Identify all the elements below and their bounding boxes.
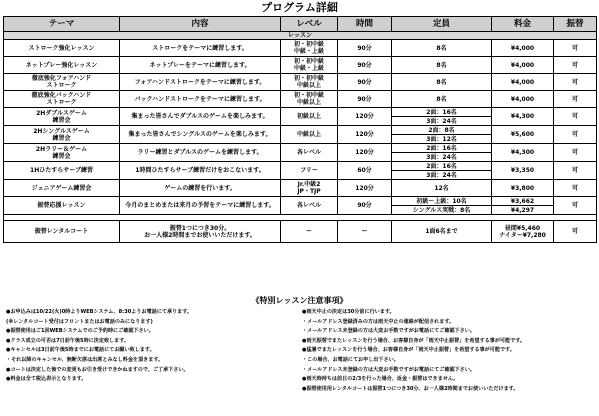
header-transfer: 振替	[554, 17, 597, 32]
row-content: ゲームの練習を行います。	[120, 180, 281, 197]
rental-theme: 振替レンタルコート	[4, 221, 120, 243]
row-transfer: 可	[554, 91, 597, 108]
table-row	[4, 74, 597, 91]
note-line: ●雨天時持ちは前日の2/3を行った場合、返金・振替はできません。	[302, 376, 459, 383]
note-line: ●振替使用はご1回WEBシステムでのご予約時にご確認下さい。	[6, 328, 154, 335]
note-line: ●振替使用用レンタルコートは振替1つにつき30分、お一人様2時間までお使いいただけます。	[302, 385, 519, 392]
row-time: 120分	[338, 108, 392, 126]
row-capacity: 2面：16名	[392, 108, 492, 117]
row-content: フォアハンドストロークをテーマに練習します。	[120, 74, 281, 91]
row-fee: ¥4,000	[492, 91, 554, 108]
note-line: ・それ以降のキャンセル、無断欠席は出席とみなし料金を頂きます。	[6, 356, 164, 363]
note-line: ●コートは決定した後での変更もお引き受けできかねますので、ご了承下さい。	[6, 366, 189, 373]
row-capacity: 3面：24名	[392, 153, 492, 162]
row-fee: ¥3,662	[492, 197, 554, 206]
row-fee: ¥4,000	[492, 40, 554, 57]
rental-fee: 昼間¥5,460 ナイター¥7,280	[492, 221, 554, 243]
row-content: 集まった皆さんでダブルスのゲームを楽しみます。	[120, 108, 281, 126]
note-line: ・メールアドレス未登録の方は大変お手数ですがお電話にてご確認下さい。	[302, 328, 475, 335]
row-fee: ¥3,350	[492, 162, 554, 180]
row-fee: ¥5,600	[492, 126, 554, 144]
row-fee: ¥4,000	[492, 57, 554, 74]
row-content: 集まった皆さんでシングルスのゲームを楽しみます。	[120, 126, 281, 144]
header-time: 時間	[338, 17, 392, 32]
row-capacity: 3面：24名	[392, 117, 492, 126]
row-capacity: 8名	[392, 91, 492, 108]
row-time: 90分	[338, 197, 392, 215]
row-level: 各レベル	[281, 144, 338, 162]
rental-transfer: 可	[554, 221, 597, 243]
row-time: 120分	[338, 180, 392, 197]
row-capacity: 12名	[392, 180, 492, 197]
row-transfer: 可	[554, 108, 597, 126]
row-time: 120分	[338, 144, 392, 162]
row-time: 90分	[338, 40, 392, 57]
row-fee: ¥4,297	[492, 206, 554, 215]
table-row	[4, 40, 597, 57]
note-line: ●雨天中止の決定は30分前に行います。	[302, 309, 395, 315]
row-capacity: 8名	[392, 57, 492, 74]
note-line: ●雨天振替でまたレッスンを行う場合、お客様自身が「雨天中止振替」を希望する事が可能です。	[302, 337, 526, 344]
note-line: ●猛暑でまたレッスンを行う場合、お客様自身が「雨天中止振替」を希望する事が可能です。	[302, 347, 515, 354]
table-row	[4, 108, 597, 117]
row-level: 各レベル	[281, 197, 338, 215]
row-content: 1時間ひたすらサーブ練習だけをおこないます。	[120, 162, 281, 180]
header-content: 内容	[120, 17, 281, 32]
row-transfer: 可	[554, 144, 597, 162]
table-row	[4, 144, 597, 153]
row-content: 今月のまとめまたは来月の予習をテーマに練習します。	[120, 197, 281, 215]
row-transfer: 可	[554, 126, 597, 144]
row-capacity: 8名	[392, 74, 492, 91]
note-line: ●クラス成立の可否は7日前午後5時に決定致します。	[6, 337, 130, 344]
row-capacity: シングルス実戦：8名	[392, 206, 492, 215]
note-line: (※レンタルコート受付はフロントまたはお電話のみになります)	[6, 318, 153, 325]
row-level: フリー	[281, 162, 338, 180]
section-lesson-label: レッスン	[4, 32, 597, 40]
table-row	[4, 91, 597, 108]
note-line: ●料金は全て税込表示となります。	[6, 376, 87, 383]
row-theme: ネットプレー強化レッスン	[4, 57, 120, 74]
row-theme: ストローク強化レッスン	[4, 40, 120, 57]
note-line: ・この場合、お電話にてお申し出下さい。	[302, 356, 399, 363]
row-capacity: 3面：12名	[392, 135, 492, 144]
page-title: プログラム詳細	[261, 1, 338, 14]
table-row	[4, 162, 597, 171]
rental-level: ー	[281, 221, 338, 243]
rental-content: 振替1つにつき30分。 お一人様2時間までお使いいただけます。	[120, 221, 281, 243]
table-row	[4, 180, 597, 197]
row-capacity: 2面：16名	[392, 162, 492, 171]
header-fee: 料金	[492, 17, 554, 32]
row-theme: 2Hシングルスゲーム 練習会	[4, 126, 120, 144]
row-transfer: 可	[554, 57, 597, 74]
row-level: 中級以上	[281, 126, 338, 144]
row-capacity: 2面：16名	[392, 144, 492, 153]
row-transfer: 可	[554, 74, 597, 91]
row-capacity: 8名	[392, 40, 492, 57]
row-transfer: 可	[554, 197, 597, 215]
row-time: 90分	[338, 91, 392, 108]
row-content: ラリー練習とダブルスのゲームを練習します。	[120, 144, 281, 162]
row-theme: ジュニアゲーム練習会	[4, 180, 120, 197]
row-transfer: 可	[554, 40, 597, 57]
row-time: 120分	[338, 126, 392, 144]
row-time: 90分	[338, 74, 392, 91]
row-level: 初・初中級 中級以上	[281, 74, 338, 91]
row-theme: 振替応援レッスン	[4, 197, 120, 215]
row-time: 60分	[338, 162, 392, 180]
row-content: バックハンドストロークをテーマに練習します。	[120, 91, 281, 108]
row-level: Jr.中級2 JP・TJP	[281, 180, 338, 197]
row-fee: ¥4,000	[492, 74, 554, 91]
rental-capacity: 1面6名まで	[392, 221, 492, 243]
row-fee: ¥3,800	[492, 180, 554, 197]
notes-title: 《特別レッスン注意事項》	[251, 296, 348, 305]
note-line: ●お申込みは10/22(火)0時よりWEBシステム、8:30よりお電話にて承ります。	[6, 309, 193, 315]
section-row	[4, 32, 597, 40]
row-theme: 徹底強化バックハンド ストローク	[4, 91, 120, 108]
note-line: ・メールアドレス登録済みの方は雨天中止の連絡が配信されます。	[302, 318, 455, 325]
row-content: ネットプレーをテーマに練習します。	[120, 57, 281, 74]
row-transfer: 可	[554, 162, 597, 180]
rental-row	[4, 221, 597, 243]
note-line: ・メールアドレス未登録の方は大変お手数ですがお電話にてご確認下さい。	[302, 366, 475, 373]
row-theme: 2Hラリー＆ゲーム 練習会	[4, 144, 120, 162]
row-level: 初・初中級 中級・上級	[281, 40, 338, 57]
header-capacity: 定員	[392, 17, 492, 32]
row-content: ストロークをテーマに練習します。	[120, 40, 281, 57]
table-row	[4, 126, 597, 135]
row-time: 90分	[338, 57, 392, 74]
row-theme: 2Hダブルスゲーム 練習会	[4, 108, 120, 126]
row-capacity: 2面：8名	[392, 126, 492, 135]
table-row	[4, 197, 597, 206]
row-capacity: 3面：24名	[392, 171, 492, 180]
row-theme: 1Hひたすらサーブ練習	[4, 162, 120, 180]
header-theme: テーマ	[4, 17, 120, 32]
table-row	[4, 57, 597, 74]
row-transfer: 可	[554, 180, 597, 197]
row-capacity: 初級～上級：10名	[392, 197, 492, 206]
program-table	[3, 16, 597, 243]
row-fee: ¥4,300	[492, 144, 554, 162]
notes-left	[6, 308, 296, 385]
rental-time: ー	[338, 221, 392, 243]
note-line: ●キャンセルは3日前午後5時までにお電話にてお願い致します。	[6, 347, 155, 354]
row-theme: 徹底強化フォアハンド ストローク	[4, 74, 120, 91]
table-header	[4, 17, 597, 32]
row-level: 初・初中級 中級以上	[281, 91, 338, 108]
row-fee: ¥4,300	[492, 108, 554, 126]
notes-right	[302, 308, 596, 394]
header-level: レベル	[281, 17, 338, 32]
row-level: 初級以上	[281, 108, 338, 126]
row-level: 初・初中級 中級・上級	[281, 57, 338, 74]
